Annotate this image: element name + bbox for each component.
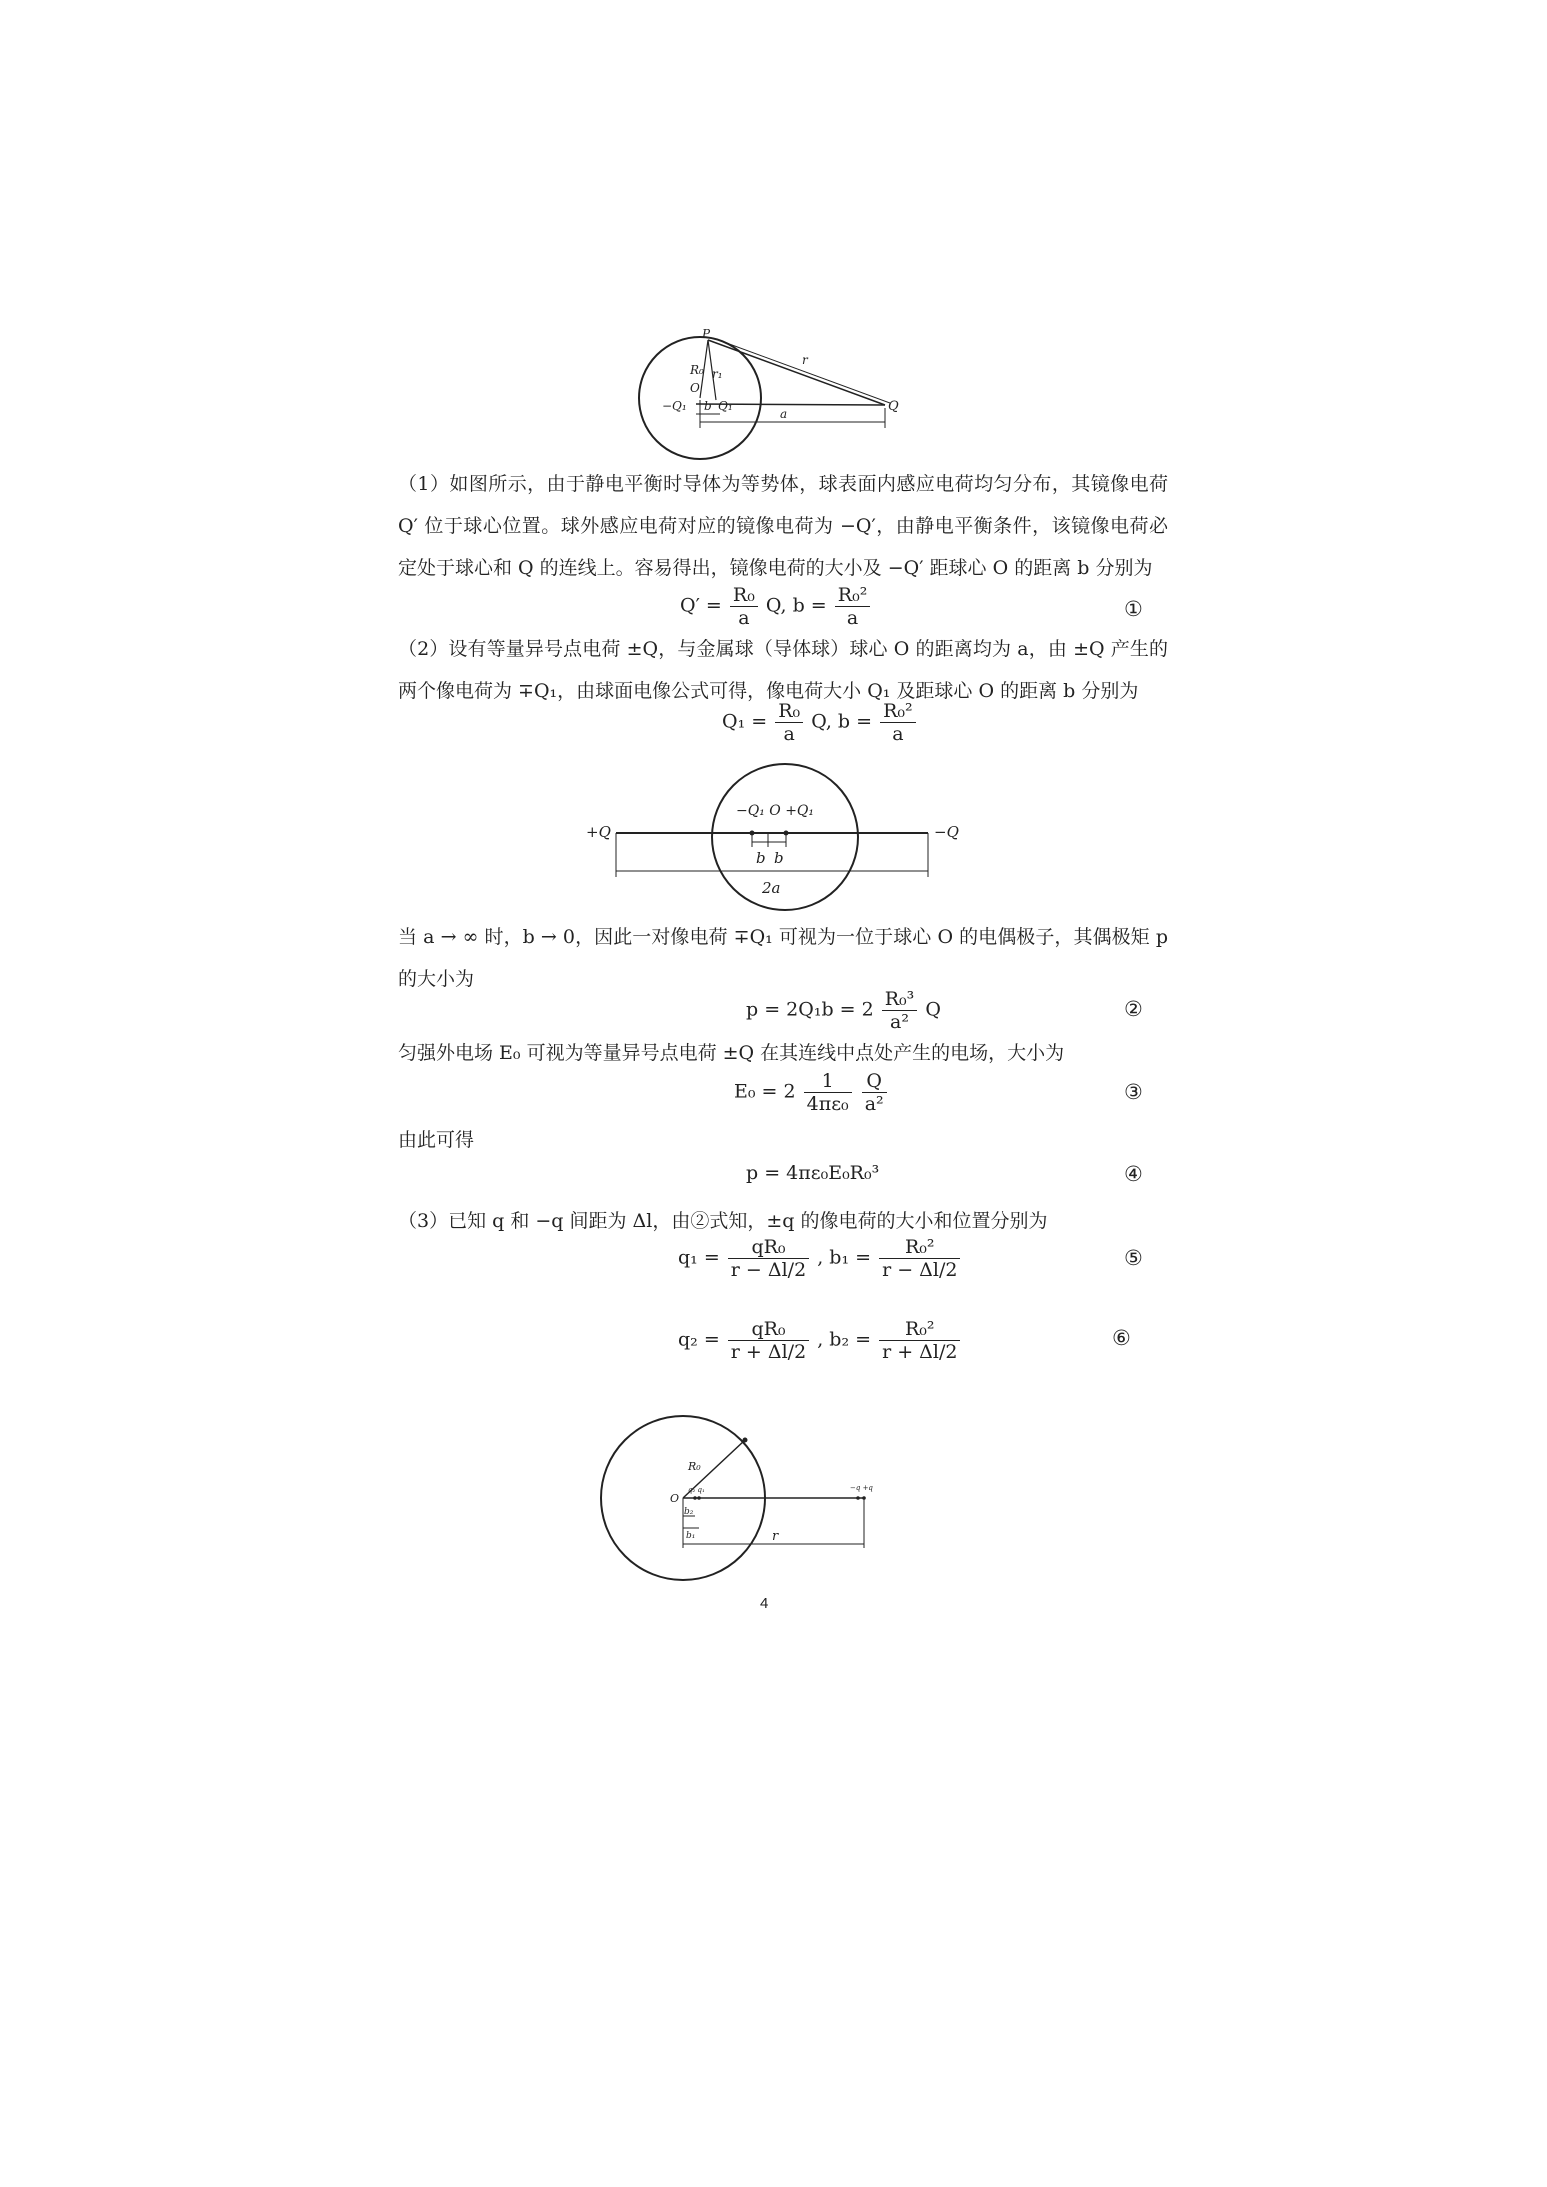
equation-2a xyxy=(722,700,918,745)
label-b1-fig3: b₁ xyxy=(686,1531,696,1541)
eq6-mid: , b₂ = xyxy=(817,1328,872,1351)
label-b-left: b xyxy=(756,849,766,867)
equation-number-4: ④ xyxy=(1124,1162,1143,1186)
eq5-frac2: $\frac{\text{R₀²}}{r - \Delta l/2}$ xyxy=(879,1236,960,1281)
figure-dipole-charges xyxy=(580,765,1000,905)
eq6-lhs: q₂ = xyxy=(678,1328,720,1351)
label-O-fig3: O xyxy=(670,1492,680,1505)
page-number: 4 xyxy=(760,1595,769,1612)
label-b: b xyxy=(704,399,712,413)
eq5-mid: , b₁ = xyxy=(817,1246,872,1269)
section4-paragraph: （3）已知 q 和 −q 间距为 Δl，由②式知，±q 的像电荷的大小和位置分别为 xyxy=(398,1210,1048,1232)
figure-dipole-outside-sphere xyxy=(600,1420,900,1580)
label-q-images: q₂ q₁ xyxy=(688,1486,705,1494)
eq3-lhs: E₀ = 2 xyxy=(734,1080,796,1103)
eq5-frac1: $\frac{\text{qR₀}}{r - \Delta l/2}$ xyxy=(728,1236,809,1281)
label-O: O xyxy=(690,381,700,395)
eq1-frac1: $\frac{\text{R₀}}{a}$ xyxy=(730,584,758,629)
eq1-lhs: Q′ = xyxy=(680,594,722,617)
label-plusQ: +Q xyxy=(586,823,611,841)
label-minusQ: −Q xyxy=(934,823,959,841)
eq2-rhs: Q xyxy=(925,998,941,1021)
eq5-lhs: q₁ = xyxy=(678,1246,720,1269)
label-r: r xyxy=(802,353,808,367)
label-r1: r₁ xyxy=(712,367,723,381)
label-P: P xyxy=(702,327,711,341)
equation-number-6: ⑥ xyxy=(1112,1326,1131,1350)
label-charges: −Q₁ O +Q₁ xyxy=(736,803,815,819)
section3-paragraph-2: 匀强外电场 E₀ 可视为等量异号点电荷 ±Q 在其连线中点处产生的电场，大小为 xyxy=(398,1042,1065,1064)
label-b-right: b xyxy=(774,849,784,867)
equation-number-1: ① xyxy=(1124,597,1143,621)
label-R0: R₀ xyxy=(690,363,704,377)
equation-5 xyxy=(678,1236,962,1281)
figure-sphere-image-charge xyxy=(620,327,920,480)
equation-4: p = 4πε₀E₀R₀³ xyxy=(746,1162,880,1184)
equation-2 xyxy=(746,988,941,1033)
eq2-frac: $\frac{\text{R₀³}}{\text{a²}}$ xyxy=(882,988,918,1033)
label-R0-fig3: R₀ xyxy=(688,1460,701,1473)
equation-number-5: ⑤ xyxy=(1124,1246,1143,1270)
eq2-lhs: p = 2Q₁b = 2 xyxy=(746,998,874,1021)
eq2a-frac1: $\frac{\text{R₀}}{a}$ xyxy=(775,700,803,745)
eq1-mid: Q, b = xyxy=(765,594,827,617)
equation-1 xyxy=(680,584,872,629)
label-r-fig3: r xyxy=(772,1529,779,1544)
eq6-frac1: $\frac{\text{qR₀}}{r + \Delta l/2}$ xyxy=(728,1318,809,1363)
label-dipole-charges: −q +q xyxy=(850,1484,873,1492)
section1-paragraph: （1）如图所示，由于静电平衡时导体为等势体，球表面内感应电荷均匀分布，其镜像电荷 Q′ 位于球心位置。球外感应电荷对应的镜像电荷为 −Q′，由静电平衡条件，该镜像电荷必定处于球心和 Q 的连线上。容易得出，镜像电荷的大小及 −Q′ 距球心 O 的距离 b 分别为 xyxy=(398,473,1168,579)
label-Q1: Q₁ xyxy=(718,399,733,413)
section2-paragraph: （2）设有等量异号点电荷 ±Q，与金属球（导体球）球心 O 的距离均为 a，由 ±Q 产生的两个像电荷为 ∓Q₁，由球面电像公式可得，像电荷大小 Q₁ 及距球心 O 的距离 b 分别为 xyxy=(398,638,1168,702)
label-a: a xyxy=(780,407,788,421)
eq1-frac2: $\frac{\text{R₀²}}{a}$ xyxy=(835,584,871,629)
equation-3 xyxy=(734,1070,889,1115)
eq3-frac1: $\frac{1}{\text{4πε₀}}$ xyxy=(804,1070,852,1115)
section3-paragraph-3: 由此可得 xyxy=(398,1129,475,1151)
label-2a: 2a xyxy=(762,879,781,897)
equation-number-2: ② xyxy=(1124,997,1143,1021)
eq3-frac2: $\frac{Q}{\text{a²}}$ xyxy=(862,1070,887,1115)
equation-number-3: ③ xyxy=(1124,1080,1143,1104)
label-negQ1: −Q₁ xyxy=(662,399,687,413)
eq6-frac2: $\frac{\text{R₀²}}{r + \Delta l/2}$ xyxy=(879,1318,960,1363)
eq2a-lhs: Q₁ = xyxy=(722,710,768,733)
label-Q: Q xyxy=(888,399,899,414)
eq2a-frac2: $\frac{\text{R₀²}}{a}$ xyxy=(880,700,916,745)
eq2a-mid: Q, b = xyxy=(811,710,873,733)
section3-paragraph: 当 a → ∞ 时，b → 0，因此一对像电荷 ∓Q₁ 可视为一位于球心 O 的电偶极子，其偶极矩 p 的大小为 xyxy=(398,926,1168,990)
equation-6 xyxy=(678,1318,962,1363)
label-b2-fig3: b₂ xyxy=(684,1507,694,1517)
